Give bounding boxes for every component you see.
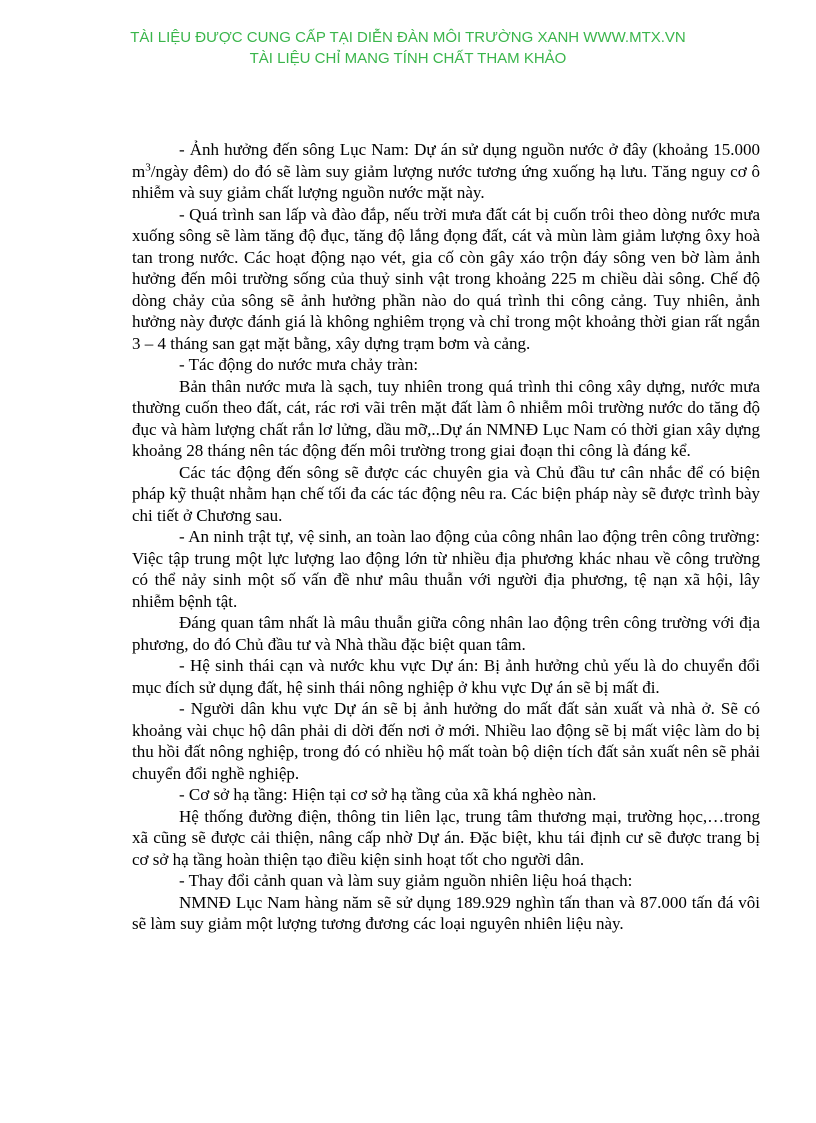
- paragraph-he-thong: Hệ thống đường điện, thông tin liên lạc, trung tâm thương mại, trường học,…trong xã cũng sẽ được cải thiện, nâng cấp nhờ Dự án. Đặc biệt, khu tái định cư sẽ được trang bị cơ sở hạ tầng hoàn thiện tạo điều kiện sinh hoạt tốt cho người dân.: [132, 806, 760, 869]
- paragraph-nhien-lieu: NMNĐ Lục Nam hàng năm sẽ sử dụng 189.929 nghìn tấn than và 87.000 tấn đá vôi sẽ làm suy giảm một lượng tương đương các loại nguyên nhiên liệu này.: [132, 892, 760, 933]
- superscript: 3: [145, 160, 151, 173]
- paragraph-nguoi-dan: - Người dân khu vực Dự án sẽ bị ảnh hưởng do mất đất sản xuất và nhà ở. Sẽ có khoảng vài chục hộ dân phải di dời đến nơi ở mới. Nhiều lao động sẽ bị mất việc làm do bị thu hồi đất nông nghiệp, trong đó có nhiều hộ mất toàn bộ diện tích đất sản xuất nên sẽ phải chuyển đổi nghề nghiệp.: [132, 699, 760, 783]
- paragraph-song-luc-nam: [132, 139, 760, 204]
- paragraph-nuoc-mua: Bản thân nước mưa là sạch, tuy nhiên trong quá trình thi công xây dựng, nước mưa thường cuốn theo đất, cát, rác rơi vãi trên mặt đất làm ô nhiễm môi trường nước do tăng độ đục và hàm lượng chất rắn lơ lửng, dầu mỡ,..Dự án NMNĐ Lục Nam có thời gian xây dựng khoảng 28 tháng nên tác động đến môi trường trong giai đoạn thi công là đáng kể.: [132, 376, 760, 460]
- header-line-1: TÀI LIỆU ĐƯỢC CUNG CẤP TẠI DIỄN ĐÀN MÔI TRƯỜNG XANH WWW.MTX.VN: [130, 29, 686, 46]
- paragraph-he-sinh-thai: - Hệ sinh thái cạn và nước khu vực Dự án: Bị ảnh hưởng chủ yếu là do chuyển đổi mục đích sử dụng đất, hệ sinh thái nông nghiệp ở khu vực Dự án sẽ bị mất đi.: [132, 656, 760, 697]
- paragraph-canh-quan: - Thay đổi cảnh quan và làm suy giảm nguồn nhiên liệu hoá thạch:: [179, 871, 633, 890]
- paragraph-bien-phap: Các tác động đến sông sẽ được các chuyên gia và Chủ đầu tư cân nhắc để có biện pháp kỹ thuật nhằm hạn chế tối đa các tác động nêu ra. Các biện pháp này sẽ được trình bày chi tiết ở Chương sau.: [132, 462, 760, 525]
- paragraph-san-lap-dao-dap: - Quá trình san lấp và đào đắp, nếu trời mưa đất cát bị cuốn trôi theo dòng nước mưa xuống sông sẽ làm tăng độ đục, tăng độ lắng đọng đất, cát và mùn làm giảm lượng ôxy hoà tan trong nước. Các hoạt động nạo vét, gia cố còn gây xáo trộn đáy sông ven bờ làm ảnh hưởng đến môi trường sống của thuỷ sinh vật trong khoảng 225 m chiều dài sông. Chế độ dòng chảy của sông sẽ ảnh hưởng phần nào do quá trình thi công cảng. Tuy nhiên, ảnh hưởng này được đánh giá là không nghiêm trọng và chỉ trong một khoảng thời gian rất ngắn 3 – 4 tháng san gạt mặt bằng, xây dựng trạm bơm và cảng.: [132, 204, 760, 353]
- paragraph-text: - Ảnh hưởng đến sông Lục Nam: Dự án sử dụng nguồn nước ở đây (khoảng 15.000 m: [132, 140, 760, 181]
- page-header: [0, 27, 816, 69]
- paragraph-nuoc-mua-heading: - Tác động do nước mưa chảy tràn:: [179, 355, 419, 374]
- paragraph-text: /ngày đêm) do đó sẽ làm suy giảm lượng nước tương ứng xuống hạ lưu. Tăng nguy cơ ô nhiễm và suy giảm chất lượng nguồn nước mặt này.: [132, 161, 760, 202]
- paragraph-mau-thuan: Đáng quan tâm nhất là mâu thuẫn giữa công nhân lao động trên công trường với địa phương, do đó Chủ đầu tư và Nhà thầu đặc biệt quan tâm.: [132, 613, 760, 654]
- paragraph-co-so-ha-tang: - Cơ sở hạ tầng: Hiện tại cơ sở hạ tầng của xã khá nghèo nàn.: [179, 785, 597, 804]
- document-body: [132, 139, 760, 935]
- paragraph-an-ninh: - An ninh trật tự, vệ sinh, an toàn lao động của công nhân lao động trên công trường: Việc tập trung một lực lượng lao động lớn từ nhiều địa phương khác nhau về công trường có thể nảy sinh một số vấn đề như mâu thuẫn với người địa phương, tệ nạn xã hội, lây nhiễm bệnh tật.: [132, 527, 760, 611]
- header-line-2: TÀI LIỆU CHỈ MANG TÍNH CHẤT THAM KHẢO: [249, 50, 567, 67]
